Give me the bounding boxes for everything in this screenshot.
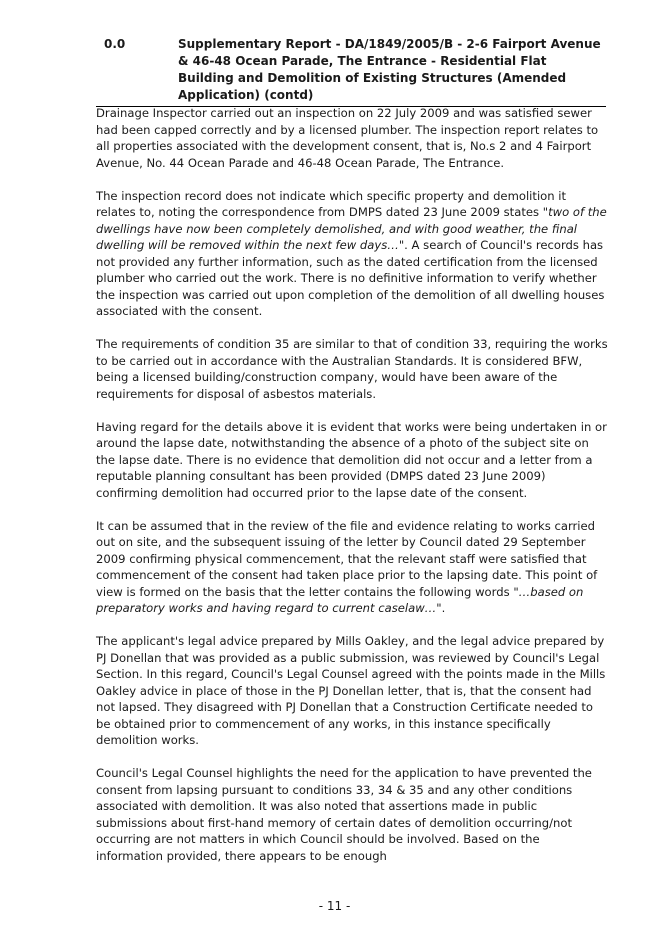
paragraph-legal-advice: The applicant's legal advice prepared by Mills Oakley, and the legal advice prepared by PJ Donellan that was provided as a public submission, was reviewed by Council's Legal Section. In this regard, Council's Legal Counsel agreed with the points made in the Mills Oakley advice in place of those in the PJ Donellan letter, that is, that the consent had not lapsed. They disagreed with PJ Donellan that a Construction Certificate needed to be obtained prior to commencement of any works, in this instance specifically demolition works. <box>96 634 606 747</box>
report-header <box>96 36 606 107</box>
letter-quote: "…based on preparatory works and having regard to current caselaw…" <box>96 584 584 615</box>
paragraph-inspection-record: The inspection record does not indicate which specific property and demolition it relates to, noting the correspondence from DMPS dated 23 June 2009 states "two of the dwellings have now been completely demolished, and with good weather, the final dwelling will be removed within the next few days…". A search of Council's records has not provided any further information, such as the dated certification from the licensed plumber who carried out the work. There is no definitive information to verify whether the inspection was carried out upon completion of the demolition of all dwelling houses associated with the consent. <box>96 188 607 318</box>
section-number: 0.0 <box>104 37 126 51</box>
paragraph-drainage-inspection: Drainage Inspector carried out an inspection on 22 July 2009 and was satisfied sewer had been capped correctly and by a licensed plumber. The inspection report relates to all properties associated with the development consent, that is, No.s 2 and 4 Fairport Avenue, No. 44 Ocean Parade and 46-48 Ocean Parade, The Entrance. <box>96 106 599 170</box>
dmps-quote: two of the dwellings have now been completely demolished, and with good weather, the final dwelling will be removed within the next few days… <box>96 205 607 252</box>
page-number: - 11 - <box>318 899 351 913</box>
report-body <box>96 105 608 881</box>
paragraph-condition-35: The requirements of condition 35 are similar to that of condition 33, requiring the works to be carried out in accordance with the Australian Standards. It is considered BFW, being a licensed building/construction company, would have been aware of the requirements for disposal of asbestos materials. <box>96 337 608 401</box>
paragraph-lapse-date: Having regard for the details above it is evident that works were being undertaken in or around the lapse date, notwithstanding the absence of a photo of the subject site on the lapse date. There is no evidence that demolition did not occur and a letter from a reputable planning consultant has been provided (DMPS dated 23 June 2009) confirming demolition had occurred prior to the lapse date of the consent. <box>96 419 607 500</box>
paragraph-council-letter: It can be assumed that in the review of the file and evidence relating to works carried out on site, and the subsequent issuing of the letter by Council dated 29 September 2009 confirming physical commencement, that the relevant staff were satisfied that commencement of the consent had taken place prior to the lapsing date. This point of view is formed on the basis that the letter contains the following words "…based on preparatory works and having regard to current caselaw…". <box>96 518 598 615</box>
report-title: Supplementary Report - DA/1849/2005/B - 2-6 Fairport Avenue & 46-48 Ocean Parade, The Entrance - Residential Flat Building and Demolition of Existing Structures (Amended Application) (contd) <box>178 37 601 102</box>
paragraph-legal-counsel: Council's Legal Counsel highlights the need for the application to have prevented the consent from lapsing pursuant to conditions 33, 34 & 35 and any other conditions associated with demolition. It was also noted that assertions made in public submissions about first-hand memory of certain dates of demolition occurring/not occurring are not matters in which Council should be involved. Based on the information provided, there appears to be enough <box>96 766 592 863</box>
